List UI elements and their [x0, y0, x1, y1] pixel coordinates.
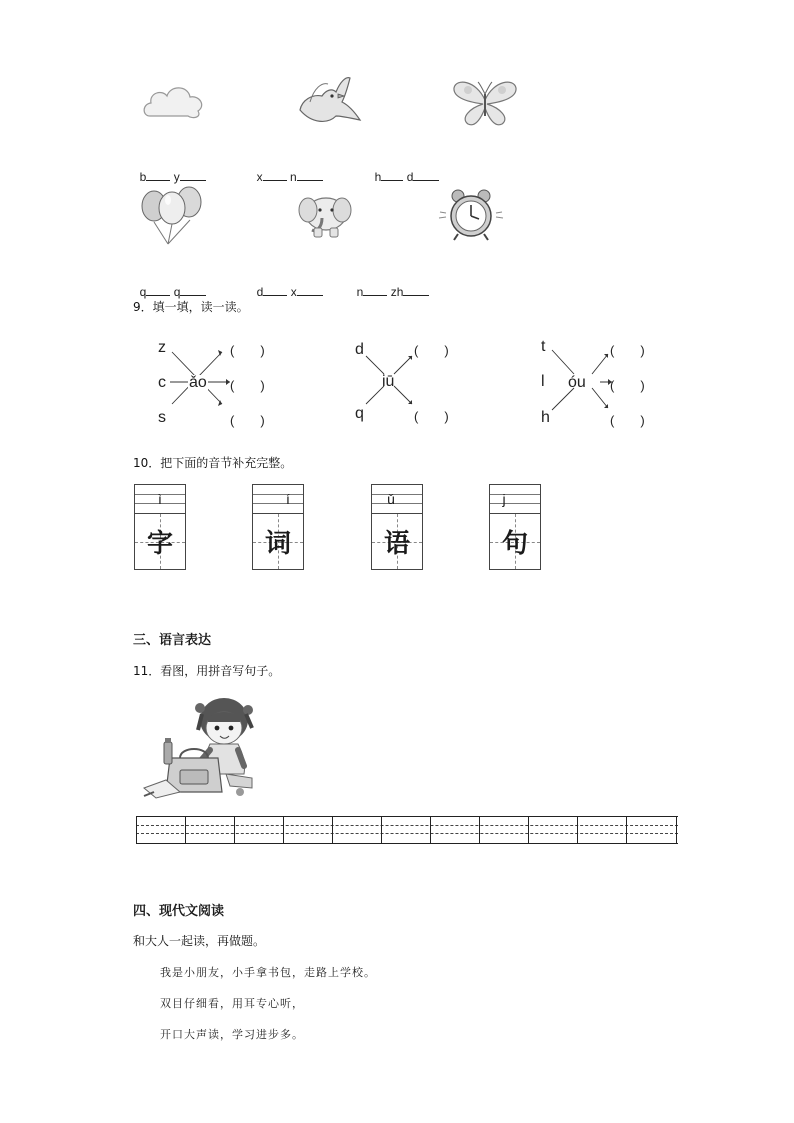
- spelling-blank-3: [368, 154, 439, 184]
- underline: [413, 168, 439, 181]
- spelling-blank-1: [133, 154, 206, 184]
- cell-divider: [234, 817, 235, 843]
- spelling-blank-4: [133, 269, 206, 299]
- answer-paren[interactable]: ( ): [230, 343, 265, 358]
- pinyin-grid-box[interactable]: [252, 484, 304, 570]
- initial-z: z: [158, 339, 166, 356]
- blank-part: h: [374, 170, 382, 184]
- blank-part: d: [256, 285, 264, 299]
- underline: [363, 283, 387, 296]
- blank-part: x: [256, 170, 263, 184]
- cell-divider: [185, 817, 186, 843]
- answer-paren[interactable]: ( ): [414, 343, 449, 358]
- balloons-picture: [140, 184, 204, 246]
- answer-paren[interactable]: ( ): [610, 343, 645, 358]
- girl-packing-schoolbag-picture: [140, 692, 258, 802]
- pinyin-grid-box[interactable]: [134, 484, 186, 570]
- final-ao: ǎo: [189, 374, 207, 391]
- initial-q: q: [355, 405, 364, 422]
- cell-divider: [430, 817, 431, 843]
- answer-paren[interactable]: ( ): [230, 378, 265, 393]
- blank-part: zh: [390, 285, 404, 299]
- pinyin-writing-row[interactable]: [136, 816, 678, 844]
- poem-line-3: 开口大声读，学习进步多。: [160, 1028, 304, 1041]
- blank-part: n: [290, 170, 297, 184]
- reading-intro: 和大人一起读，再做题。: [133, 934, 266, 948]
- elephant-picture: [296, 190, 356, 240]
- cell-divider: [136, 817, 137, 843]
- blank-part: b: [139, 170, 147, 184]
- cell-divider: [479, 817, 480, 843]
- section-4-heading: 四、现代文阅读: [133, 904, 225, 919]
- pinyin-lead: ì: [158, 491, 162, 507]
- answer-paren[interactable]: ( ): [414, 409, 449, 424]
- blank-part: d: [406, 170, 414, 184]
- butterfly-picture: [450, 76, 520, 128]
- underline: [381, 168, 403, 181]
- hanzi-char: 句: [501, 529, 528, 559]
- cell-divider: [676, 817, 677, 843]
- hanzi-char: 语: [383, 529, 410, 559]
- cell-divider: [381, 817, 382, 843]
- underline: [297, 168, 323, 181]
- spelling-blank-5: [250, 269, 323, 299]
- cell-divider: [332, 817, 333, 843]
- underline: [146, 168, 170, 181]
- pinyin-lead: j: [502, 491, 506, 507]
- cell-divider: [528, 817, 529, 843]
- hanzi-char: 词: [264, 529, 291, 559]
- answer-paren[interactable]: ( ): [610, 378, 645, 393]
- blank-part: q: [173, 285, 181, 299]
- pinyin-grid-box[interactable]: [371, 484, 423, 570]
- question-9-title: 9．填一填，读一读。: [133, 300, 249, 314]
- answer-paren[interactable]: ( ): [610, 413, 645, 428]
- blank-part: y: [173, 170, 180, 184]
- blank-part: n: [356, 285, 364, 299]
- section-3-heading: 三、语言表达: [133, 633, 212, 648]
- underline: [180, 283, 206, 296]
- question-10-title: 10．把下面的音节补充完整。: [133, 456, 293, 470]
- underline: [403, 283, 429, 296]
- cell-divider: [626, 817, 627, 843]
- initial-h: h: [541, 409, 550, 426]
- guide-line: [136, 825, 678, 826]
- spelling-blank-6: [350, 269, 429, 299]
- final-ou: óu: [568, 374, 586, 391]
- underline: [297, 283, 323, 296]
- guide-line: [136, 833, 678, 834]
- final-iu: iū: [382, 373, 395, 390]
- bird-picture: [292, 72, 364, 130]
- poem-line-1: 我是小朋友，小手拿书包，走路上学校。: [160, 966, 376, 979]
- cloud-picture: [140, 80, 206, 122]
- alarm-clock-picture: [436, 186, 506, 242]
- initial-c: c: [158, 374, 166, 391]
- question-11-title: 11．看图，用拼音写句子。: [133, 664, 281, 678]
- underline: [263, 283, 287, 296]
- spelling-blank-2: [250, 154, 323, 184]
- pinyin-lead: ǔ: [387, 491, 395, 507]
- blank-part: x: [290, 285, 297, 299]
- pinyin-grid-box[interactable]: [489, 484, 541, 570]
- blank-part: q: [139, 285, 147, 299]
- pinyin-lead: í: [286, 491, 290, 507]
- cell-divider: [283, 817, 284, 843]
- answer-paren[interactable]: ( ): [230, 413, 265, 428]
- poem-line-2: 双目仔细看，用耳专心听，: [160, 997, 304, 1010]
- cell-divider: [577, 817, 578, 843]
- underline: [263, 168, 287, 181]
- hanzi-char: 字: [146, 529, 173, 559]
- initial-l: l: [541, 373, 545, 390]
- initial-s: s: [158, 409, 166, 426]
- underline: [180, 168, 206, 181]
- underline: [146, 283, 170, 296]
- initial-d: d: [355, 341, 364, 358]
- initial-t: t: [541, 338, 546, 355]
